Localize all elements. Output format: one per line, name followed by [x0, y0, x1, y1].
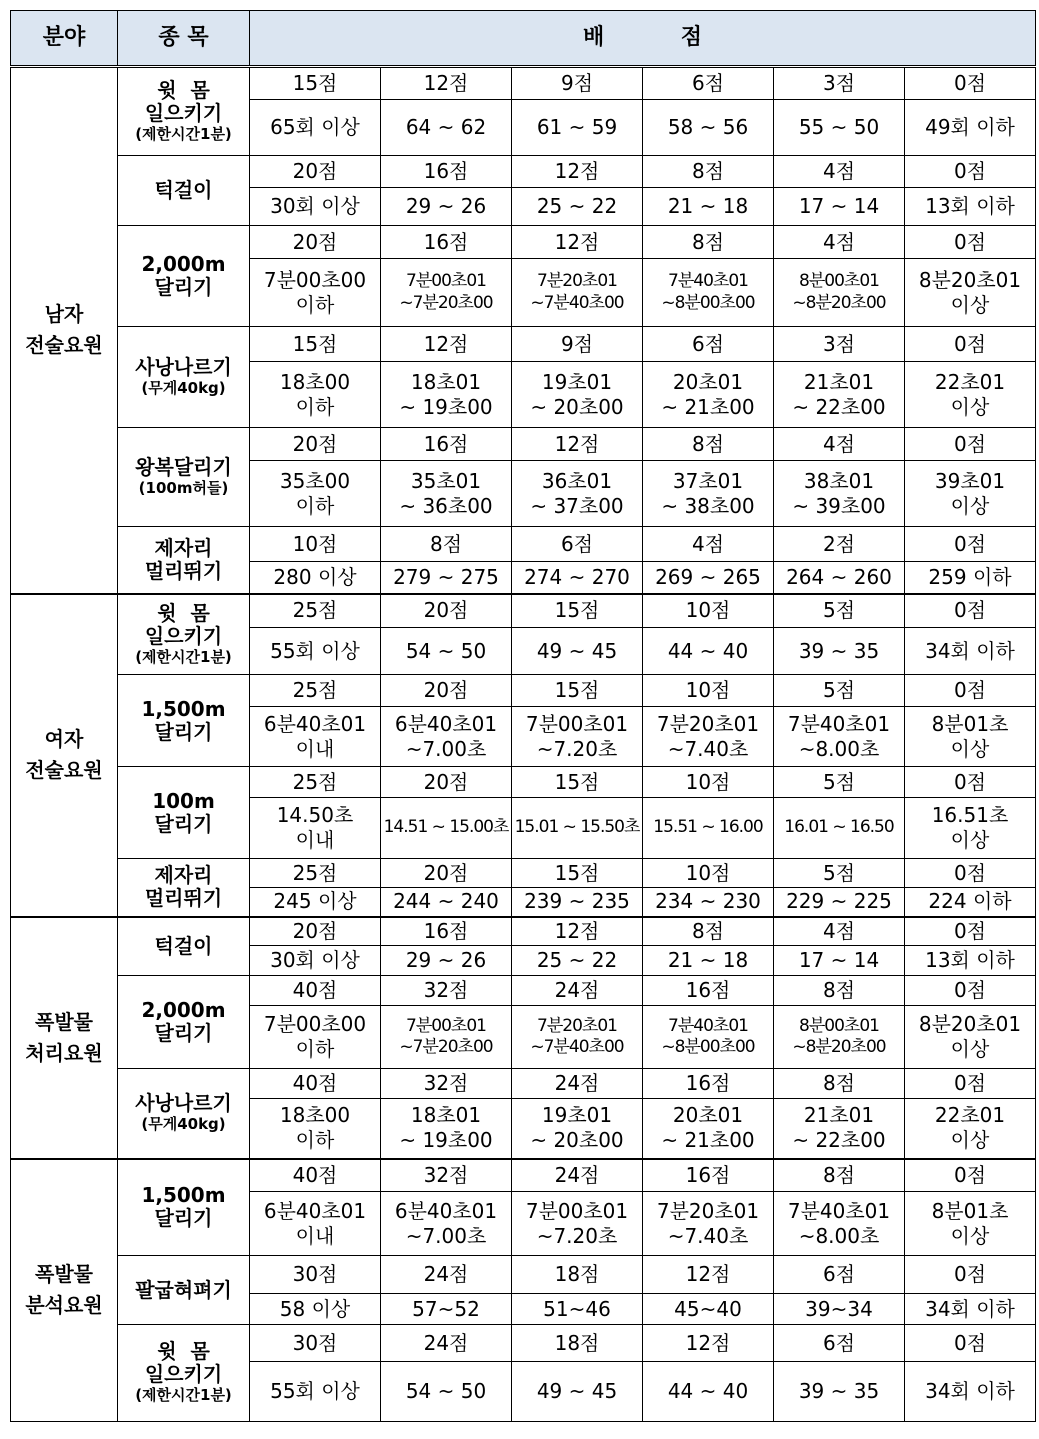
points-row: [11, 675, 1036, 707]
score-criterion: 229 ~ 225: [774, 888, 905, 917]
event-name: [118, 917, 250, 976]
score-criterion: 21 ~ 18: [643, 188, 774, 226]
points-row: [11, 156, 1036, 188]
score-points: 40점: [250, 976, 381, 1006]
score-criterion: 15.51 ~ 16.00: [643, 798, 774, 859]
score-criterion: 55회 이상: [250, 628, 381, 675]
event-name: [118, 527, 250, 594]
score-points: 15점: [512, 675, 643, 707]
event-name-line: 달리기: [154, 1021, 213, 1045]
score-criterion: 16.01 ~ 16.50: [774, 798, 905, 859]
score-points: 0점: [905, 1256, 1036, 1294]
score-criterion: 19초01 ~ 20초00: [512, 1099, 643, 1159]
score-points: 25점: [250, 859, 381, 888]
score-points: 12점: [512, 917, 643, 946]
event-name-line: 윗 몸: [157, 77, 210, 102]
score-criterion: 7분40초01 ~8.00초: [774, 1192, 905, 1256]
event-name-line: 2,000m: [141, 252, 226, 276]
score-points: 0점: [905, 527, 1036, 562]
score-points: 20점: [381, 675, 512, 707]
score-points: 10점: [643, 859, 774, 888]
score-criterion: 21초01 ~ 22초00: [774, 1099, 905, 1159]
event-name-line: 팔굽혀펴기: [135, 1277, 232, 1302]
event-name-line: 턱걸이: [154, 178, 213, 202]
event-name-line: 제자리: [154, 535, 213, 560]
score-criterion: 30회 이상: [250, 188, 381, 226]
field-label-line: 분석요원: [25, 1293, 103, 1318]
score-points: 16점: [643, 1159, 774, 1192]
event-note: (제한시간1분): [135, 647, 232, 666]
score-criterion: 16.51초 이상: [905, 798, 1036, 859]
score-criterion: 29 ~ 26: [381, 946, 512, 976]
event-name: [118, 1069, 250, 1159]
field-label-line: 여자: [44, 727, 84, 751]
event-name-line: 왕복달리기: [135, 454, 232, 479]
score-points: 8점: [774, 1069, 905, 1099]
score-points: 2점: [774, 527, 905, 562]
event-name-line: 일으키기: [144, 1362, 223, 1387]
event-name-line: 2,000m: [141, 998, 226, 1022]
header-score-label: 배 점: [582, 25, 703, 51]
score-points: 10점: [643, 675, 774, 707]
score-points: 15점: [512, 859, 643, 888]
score-points: 6점: [774, 1256, 905, 1294]
score-points: 16점: [643, 976, 774, 1006]
score-criterion: 54 ~ 50: [381, 628, 512, 675]
field-label-line: 전술요원: [25, 333, 103, 358]
points-row: [11, 1069, 1036, 1099]
score-criterion: 19초01 ~ 20초00: [512, 362, 643, 428]
score-criterion: 39초01 이상: [905, 461, 1036, 527]
score-criterion: 55회 이상: [250, 1362, 381, 1422]
score-criterion: 15.01 ~ 15.50초: [512, 798, 643, 859]
score-points: 12점: [643, 1325, 774, 1362]
score-criterion: 7분20초01 ~7.40초: [643, 1192, 774, 1256]
score-criterion: 49회 이하: [905, 100, 1036, 156]
score-points: 20점: [250, 226, 381, 259]
score-points: 18점: [512, 1256, 643, 1294]
header-score: [250, 11, 1036, 67]
score-points: 32점: [381, 976, 512, 1006]
score-points: 5점: [774, 767, 905, 798]
score-points: 0점: [905, 67, 1036, 100]
event-name-line: 달리기: [154, 811, 213, 836]
score-points: 12점: [643, 1256, 774, 1294]
score-points: 12점: [381, 67, 512, 100]
score-criterion: 7분00초00 이하: [250, 1006, 381, 1069]
score-criterion: 20초01 ~ 21초00: [643, 1099, 774, 1159]
score-criterion: 58 이상: [250, 1294, 381, 1325]
score-points: 4점: [774, 917, 905, 946]
event-name: [118, 976, 250, 1069]
event-note: (제한시간1분): [135, 124, 232, 143]
score-criterion: 49 ~ 45: [512, 1362, 643, 1422]
score-points: 0점: [905, 767, 1036, 798]
score-criterion: 30회 이상: [250, 946, 381, 976]
score-points: 20점: [250, 428, 381, 461]
points-row: [11, 976, 1036, 1006]
score-points: 0점: [905, 917, 1036, 946]
score-points: 32점: [381, 1159, 512, 1192]
score-points: 25점: [250, 594, 381, 628]
score-points: 30점: [250, 1256, 381, 1294]
score-points: 5점: [774, 675, 905, 707]
score-criterion: 234 ~ 230: [643, 888, 774, 917]
score-criterion: 51~46: [512, 1294, 643, 1325]
score-criterion: 6분40초01 이내: [250, 707, 381, 767]
score-criterion: 8분01초 이상: [905, 1192, 1036, 1256]
score-points: 9점: [512, 327, 643, 362]
points-row: [11, 917, 1036, 946]
score-points: 12점: [512, 156, 643, 188]
score-criterion: 17 ~ 14: [774, 188, 905, 226]
score-points: 8점: [774, 976, 905, 1006]
score-criterion: 36초01 ~ 37초00: [512, 461, 643, 527]
score-criterion: 7분20초01 ~7분40초00: [512, 1006, 643, 1069]
score-points: 20점: [381, 859, 512, 888]
event-name-line: 일으키기: [144, 100, 223, 125]
score-points: 8점: [643, 156, 774, 188]
score-criterion: 17 ~ 14: [774, 946, 905, 976]
event-name-line: 멀리뛰기: [144, 886, 223, 911]
score-points: 12점: [381, 327, 512, 362]
score-criterion: 25 ~ 22: [512, 188, 643, 226]
event-name-line: 제자리: [154, 863, 213, 888]
score-points: 15점: [512, 594, 643, 628]
score-criterion: 35초00 이하: [250, 461, 381, 527]
score-criterion: 14.50초 이내: [250, 798, 381, 859]
score-criterion: 44 ~ 40: [643, 628, 774, 675]
event-name-line: 윗 몸: [157, 1339, 210, 1364]
score-criterion: 64 ~ 62: [381, 100, 512, 156]
event-note: (무게40kg): [141, 1115, 226, 1133]
score-criterion: 8분00초01 ~8분20초00: [774, 259, 905, 327]
score-points: 20점: [250, 917, 381, 946]
score-criterion: 274 ~ 270: [512, 562, 643, 594]
score-points: 10점: [250, 527, 381, 562]
score-points: 0점: [905, 1325, 1036, 1362]
event-name-line: 턱걸이: [154, 933, 213, 958]
field-group: [11, 67, 1036, 594]
score-criterion: 39 ~ 35: [774, 1362, 905, 1422]
score-points: 0점: [905, 327, 1036, 362]
score-points: 16점: [381, 917, 512, 946]
score-points: 0점: [905, 226, 1036, 259]
score-criterion: 55 ~ 50: [774, 100, 905, 156]
score-points: 20점: [250, 156, 381, 188]
score-points: 0점: [905, 976, 1036, 1006]
score-criterion: 13회 이하: [905, 946, 1036, 976]
field-label: [11, 67, 118, 594]
points-row: [11, 67, 1036, 100]
score-points: 24점: [512, 1069, 643, 1099]
score-points: 4점: [774, 156, 905, 188]
score-points: 10점: [643, 594, 774, 628]
field-group: [11, 1159, 1036, 1422]
field-label-line: 전술요원: [25, 758, 103, 782]
score-criterion: 38초01 ~ 39초00: [774, 461, 905, 527]
event-name: [118, 428, 250, 527]
score-points: 8점: [643, 226, 774, 259]
score-points: 25점: [250, 767, 381, 798]
score-points: 15점: [250, 327, 381, 362]
score-points: 8점: [643, 428, 774, 461]
score-criterion: 44 ~ 40: [643, 1362, 774, 1422]
field-label-line: 폭발물: [35, 1262, 93, 1287]
points-row: [11, 1325, 1036, 1362]
field-group: [11, 594, 1036, 917]
field-group: [11, 917, 1036, 1159]
event-name: [118, 67, 250, 156]
header-field: 분야: [11, 11, 118, 67]
event-name: [118, 594, 250, 675]
score-points: 0점: [905, 675, 1036, 707]
score-criterion: 39~34: [774, 1294, 905, 1325]
score-points: 20점: [381, 767, 512, 798]
event-name: [118, 1325, 250, 1422]
score-points: 0점: [905, 156, 1036, 188]
event-note: (무게40kg): [141, 378, 226, 397]
score-criterion: 18초00 이하: [250, 362, 381, 428]
score-criterion: 245 이상: [250, 888, 381, 917]
score-criterion: 22초01 이상: [905, 1099, 1036, 1159]
score-criterion: 34회 이하: [905, 1294, 1036, 1325]
score-points: 0점: [905, 1159, 1036, 1192]
score-criterion: 7분00초01 ~7.20초: [512, 707, 643, 767]
score-criterion: 18초01 ~ 19초00: [381, 362, 512, 428]
field-label: [11, 917, 118, 1159]
score-points: 15점: [250, 67, 381, 100]
score-points: 16점: [643, 1069, 774, 1099]
event-name: [118, 1159, 250, 1256]
score-points: 6점: [643, 67, 774, 100]
score-points: 40점: [250, 1069, 381, 1099]
score-criterion: 61 ~ 59: [512, 100, 643, 156]
event-name: [118, 1256, 250, 1325]
score-criterion: 34회 이하: [905, 628, 1036, 675]
score-table: [10, 10, 1036, 1422]
score-criterion: 45~40: [643, 1294, 774, 1325]
field-label-line: 폭발물: [35, 1009, 93, 1034]
field-label-line: 처리요원: [25, 1040, 103, 1065]
score-points: 8점: [774, 1159, 905, 1192]
score-criterion: 18초01 ~ 19초00: [381, 1099, 512, 1159]
score-criterion: 6분40초01 ~7.00초: [381, 707, 512, 767]
score-points: 30점: [250, 1325, 381, 1362]
score-criterion: 6분40초01 이내: [250, 1192, 381, 1256]
points-row: [11, 327, 1036, 362]
event-note: (제한시간1분): [135, 1386, 232, 1405]
event-note: (100m허들): [138, 478, 229, 497]
score-points: 5점: [774, 594, 905, 628]
points-row: [11, 1256, 1036, 1294]
score-points: 4점: [774, 226, 905, 259]
event-name: [118, 859, 250, 917]
score-points: 0점: [905, 594, 1036, 628]
event-name-line: 달리기: [154, 719, 213, 744]
score-points: 16점: [381, 226, 512, 259]
score-criterion: 20초01 ~ 21초00: [643, 362, 774, 428]
score-criterion: 7분00초01 ~7분20초00: [381, 1006, 512, 1069]
event-name-line: 사낭나르기: [135, 1091, 232, 1115]
score-criterion: 14.51 ~ 15.00초: [381, 798, 512, 859]
score-criterion: 34회 이하: [905, 1362, 1036, 1422]
score-points: 10점: [643, 767, 774, 798]
score-criterion: 37초01 ~ 38초00: [643, 461, 774, 527]
score-criterion: 58 ~ 56: [643, 100, 774, 156]
points-row: [11, 527, 1036, 562]
score-points: 40점: [250, 1159, 381, 1192]
score-criterion: 57~52: [381, 1294, 512, 1325]
score-points: 4점: [643, 527, 774, 562]
score-points: 24점: [512, 1159, 643, 1192]
event-name-line: 달리기: [154, 275, 213, 299]
score-points: 9점: [512, 67, 643, 100]
score-points: 6점: [643, 327, 774, 362]
score-criterion: 8분01초 이상: [905, 707, 1036, 767]
points-row: [11, 594, 1036, 628]
event-name-line: 사낭나르기: [135, 354, 232, 379]
points-row: [11, 428, 1036, 461]
score-criterion: 18초00 이하: [250, 1099, 381, 1159]
score-criterion: 7분20초01 ~7.40초: [643, 707, 774, 767]
score-criterion: 224 이하: [905, 888, 1036, 917]
score-criterion: 279 ~ 275: [381, 562, 512, 594]
score-points: 16점: [381, 156, 512, 188]
score-points: 8점: [381, 527, 512, 562]
score-criterion: 39 ~ 35: [774, 628, 905, 675]
score-criterion: 280 이상: [250, 562, 381, 594]
event-name: [118, 327, 250, 428]
score-criterion: 244 ~ 240: [381, 888, 512, 917]
score-criterion: 259 이하: [905, 562, 1036, 594]
score-points: 25점: [250, 675, 381, 707]
score-criterion: 269 ~ 265: [643, 562, 774, 594]
header-event: 종 목: [118, 11, 250, 67]
field-label-line: 남자: [44, 302, 84, 327]
event-name-line: 1,500m: [141, 1183, 226, 1208]
event-name-line: 윗 몸: [157, 600, 210, 625]
score-criterion: 25 ~ 22: [512, 946, 643, 976]
score-points: 24점: [381, 1325, 512, 1362]
score-points: 3점: [774, 67, 905, 100]
score-criterion: 7분20초01 ~7분40초00: [512, 259, 643, 327]
score-points: 0점: [905, 1069, 1036, 1099]
event-name-line: 100m: [152, 788, 215, 813]
score-criterion: 21 ~ 18: [643, 946, 774, 976]
event-name-line: 일으키기: [144, 623, 223, 648]
score-points: 12점: [512, 428, 643, 461]
score-criterion: 22초01 이상: [905, 362, 1036, 428]
header-row: [11, 11, 1036, 67]
score-points: 4점: [774, 428, 905, 461]
field-label: [11, 594, 118, 917]
score-criterion: 65회 이상: [250, 100, 381, 156]
score-criterion: 239 ~ 235: [512, 888, 643, 917]
score-points: 12점: [512, 226, 643, 259]
score-criterion: 7분40초01 ~8.00초: [774, 707, 905, 767]
score-points: 20점: [381, 594, 512, 628]
score-points: 0점: [905, 428, 1036, 461]
event-name: [118, 767, 250, 859]
points-row: [11, 226, 1036, 259]
score-criterion: 21초01 ~ 22초00: [774, 362, 905, 428]
score-criterion: 8분20초01 이상: [905, 1006, 1036, 1069]
score-criterion: 264 ~ 260: [774, 562, 905, 594]
score-criterion: 35초01 ~ 36초00: [381, 461, 512, 527]
event-name-line: 1,500m: [141, 696, 226, 721]
score-points: 18점: [512, 1325, 643, 1362]
score-criterion: 49 ~ 45: [512, 628, 643, 675]
field-label: [11, 1159, 118, 1422]
event-name: [118, 156, 250, 226]
score-criterion: 7분40초01 ~8분00초00: [643, 1006, 774, 1069]
points-row: [11, 859, 1036, 888]
points-row: [11, 767, 1036, 798]
score-criterion: 7분00초01 ~7분20초00: [381, 259, 512, 327]
score-points: 0점: [905, 859, 1036, 888]
score-criterion: 13회 이하: [905, 188, 1036, 226]
score-points: 16점: [381, 428, 512, 461]
score-points: 6점: [512, 527, 643, 562]
score-points: 15점: [512, 767, 643, 798]
points-row: [11, 1159, 1036, 1192]
event-name-line: 멀리뛰기: [144, 558, 223, 583]
score-points: 24점: [512, 976, 643, 1006]
event-name-line: 달리기: [154, 1206, 213, 1231]
score-points: 3점: [774, 327, 905, 362]
score-criterion: 6분40초01 ~7.00초: [381, 1192, 512, 1256]
score-criterion: 7분00초00 이하: [250, 259, 381, 327]
score-criterion: 7분40초01 ~8분00초00: [643, 259, 774, 327]
score-points: 5점: [774, 859, 905, 888]
score-criterion: 8분20초01 이상: [905, 259, 1036, 327]
score-points: 24점: [381, 1256, 512, 1294]
score-points: 8점: [643, 917, 774, 946]
score-points: 6점: [774, 1325, 905, 1362]
score-criterion: 7분00초01 ~7.20초: [512, 1192, 643, 1256]
score-points: 32점: [381, 1069, 512, 1099]
event-name: [118, 675, 250, 767]
event-name: [118, 226, 250, 327]
score-criterion: 54 ~ 50: [381, 1362, 512, 1422]
score-criterion: 8분00초01 ~8분20초00: [774, 1006, 905, 1069]
score-criterion: 29 ~ 26: [381, 188, 512, 226]
